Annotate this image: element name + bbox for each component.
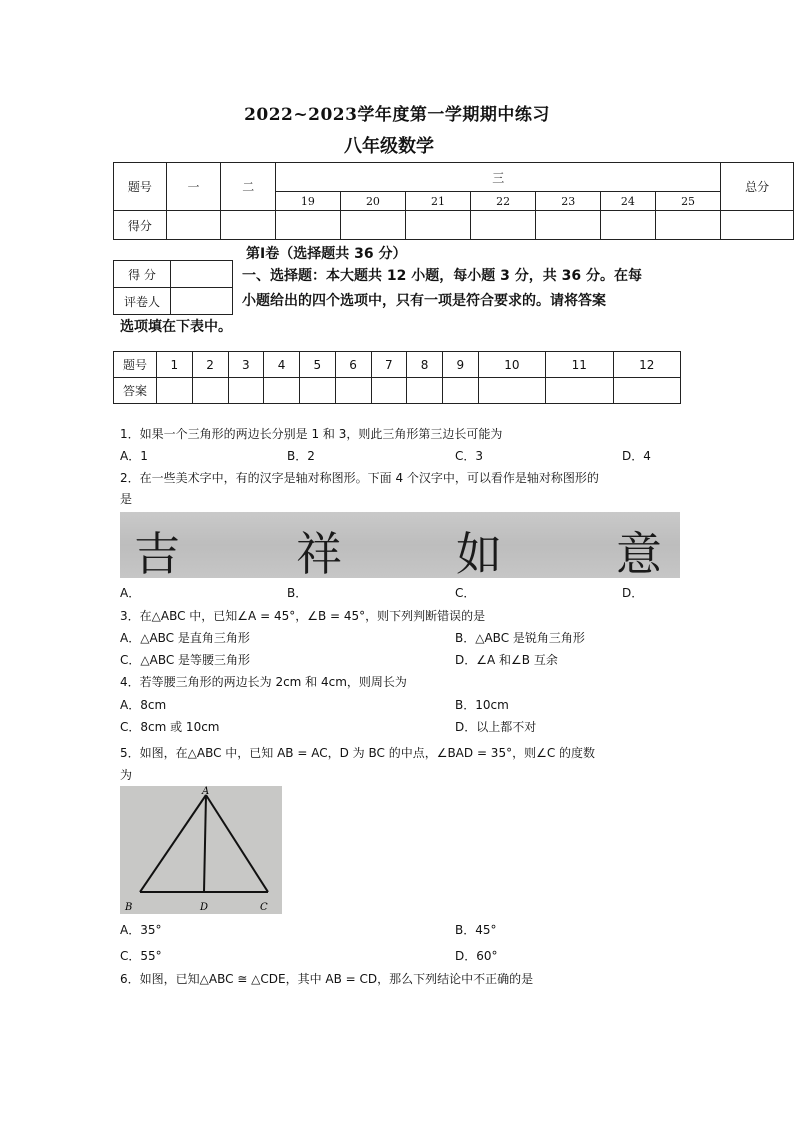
score-cell[interactable] <box>340 211 406 240</box>
answer-cell[interactable] <box>264 378 300 404</box>
answer-number: 2 <box>192 352 228 378</box>
question-1-text: 1．如果一个三角形的两边长分别是 1 和 3，则此三角形第三边长可能为 <box>120 427 503 441</box>
part1-instruction-2: 小题给出的四个选项中，只有一项是符合要求的。请将答案 <box>242 293 606 309</box>
question-3-option-c: C．△ABC 是等腰三角形 <box>120 653 251 667</box>
score-table-q20: 20 <box>340 192 406 211</box>
question-5-option-c: C．55° <box>120 949 162 963</box>
score-cell[interactable] <box>601 211 656 240</box>
question-2-option-c: C． <box>455 586 476 600</box>
answer-number: 6 <box>335 352 371 378</box>
answer-number: 4 <box>264 352 300 378</box>
score-table-q25: 25 <box>655 192 721 211</box>
score-cell[interactable] <box>276 211 341 240</box>
answer-number: 5 <box>300 352 336 378</box>
question-3-text: 3．在△ABC 中，已知∠A = 45°，∠B = 45°，则下列判断错误的是 <box>120 609 486 623</box>
answer-cell[interactable] <box>228 378 264 404</box>
grader-score-cell[interactable] <box>171 261 233 288</box>
character-ru: 如 <box>456 527 502 581</box>
answer-table <box>113 351 681 404</box>
score-cell[interactable] <box>166 211 221 240</box>
score-cell[interactable] <box>470 211 536 240</box>
question-5-option-d: D．60° <box>455 949 498 963</box>
question-5-text-cont: 为 <box>120 768 133 782</box>
part1-instruction-3: 选项填在下表中。 <box>120 319 232 335</box>
question-2-option-d: D． <box>622 586 644 600</box>
score-table-q22: 22 <box>470 192 536 211</box>
answer-table-label-question: 题号 <box>114 352 157 378</box>
score-table-label-score: 得分 <box>114 211 167 240</box>
question-4-text: 4．若等腰三角形的两边长为 2cm 和 4cm，则周长为 <box>120 675 407 689</box>
question-2-text: 2．在一些美术字中，有的汉字是轴对称图形。下面 4 个汉字中，可以看作是轴对称图形的 <box>120 471 599 485</box>
question-1-option-b: B．2 <box>287 449 315 463</box>
answer-cell[interactable] <box>478 378 545 404</box>
exam-subtitle: 八年级数学 <box>344 136 434 157</box>
answer-number: 7 <box>371 352 407 378</box>
exam-title: 2022~2023学年度第一学期期中练习 <box>244 105 550 125</box>
score-cell[interactable] <box>536 211 601 240</box>
question-4-option-c: C．8cm 或 10cm <box>120 720 220 734</box>
answer-cell[interactable] <box>335 378 371 404</box>
score-table-col-three: 三 <box>276 163 721 192</box>
score-table-total: 总分 <box>721 163 794 211</box>
question-6-text: 6．如图，已知△ABC ≅ △CDE，其中 AB = CD，那么下列结论中不正确的是 <box>120 972 534 986</box>
vertex-label-b: B <box>125 902 133 913</box>
part1-instruction-1: 一、选择题：本大题共 12 小题，每小题 3 分，共 36 分。在每 <box>242 268 642 284</box>
answer-cell[interactable] <box>613 378 681 404</box>
grader-reviewer-cell[interactable] <box>171 288 233 315</box>
triangle-diagram <box>120 786 282 914</box>
question-4-option-d: D．以上都不对 <box>455 720 537 734</box>
answer-table-label-answer: 答案 <box>114 378 157 404</box>
score-table-col-one: 一 <box>166 163 221 211</box>
question-1-option-c: C．3 <box>455 449 484 463</box>
question-2-characters-image <box>120 512 680 581</box>
score-table <box>113 162 794 240</box>
answer-cell[interactable] <box>300 378 336 404</box>
score-table-q24: 24 <box>601 192 656 211</box>
answer-cell[interactable] <box>192 378 228 404</box>
grader-score-label: 得 分 <box>114 261 171 288</box>
answer-cell[interactable] <box>546 378 613 404</box>
answer-number: 9 <box>443 352 479 378</box>
score-cell[interactable] <box>655 211 721 240</box>
question-1-option-d: D．4 <box>622 449 651 463</box>
answer-cell[interactable] <box>371 378 407 404</box>
answer-number: 10 <box>478 352 545 378</box>
answer-number: 8 <box>407 352 443 378</box>
vertex-label-a: A <box>202 786 210 797</box>
score-table-q21: 21 <box>406 192 471 211</box>
part1-title: 第Ⅰ卷（选择题共 36 分） <box>246 246 407 262</box>
vertex-label-d: D <box>200 902 209 913</box>
character-yi: 意 <box>616 527 662 581</box>
question-5-triangle-figure <box>120 786 282 914</box>
question-2-text-cont: 是 <box>120 492 133 506</box>
question-2-option-a: A． <box>120 586 141 600</box>
grader-reviewer-label: 评卷人 <box>114 288 171 315</box>
character-xiang: 祥 <box>296 527 342 581</box>
question-2-option-b: B． <box>287 586 308 600</box>
score-cell[interactable] <box>721 211 794 240</box>
answer-number: 3 <box>228 352 264 378</box>
score-table-label-question: 题号 <box>114 163 167 211</box>
question-5-option-b: B．45° <box>455 923 497 937</box>
question-1-option-a: A．1 <box>120 449 148 463</box>
character-ji: 吉 <box>134 527 180 581</box>
answer-cell[interactable] <box>443 378 479 404</box>
answer-number: 11 <box>546 352 613 378</box>
question-5-text: 5．如图，在△ABC 中，已知 AB = AC，D 为 BC 的中点，∠BAD = 35°，则∠C 的度数 <box>120 746 596 760</box>
score-cell[interactable] <box>406 211 471 240</box>
question-3-option-a: A．△ABC 是直角三角形 <box>120 631 250 645</box>
question-4-option-b: B．10cm <box>455 698 509 712</box>
question-4-option-a: A．8cm <box>120 698 167 712</box>
score-table-col-two: 二 <box>221 163 276 211</box>
question-5-option-a: A．35° <box>120 923 162 937</box>
vertex-label-c: C <box>260 902 268 913</box>
answer-cell[interactable] <box>157 378 193 404</box>
answer-number: 1 <box>157 352 193 378</box>
grader-box <box>113 260 233 315</box>
score-table-q19: 19 <box>276 192 341 211</box>
answer-number: 12 <box>613 352 681 378</box>
question-3-option-d: D．∠A 和∠B 互余 <box>455 653 558 667</box>
score-table-q23: 23 <box>536 192 601 211</box>
question-3-option-b: B．△ABC 是锐角三角形 <box>455 631 585 645</box>
score-cell[interactable] <box>221 211 276 240</box>
answer-cell[interactable] <box>407 378 443 404</box>
